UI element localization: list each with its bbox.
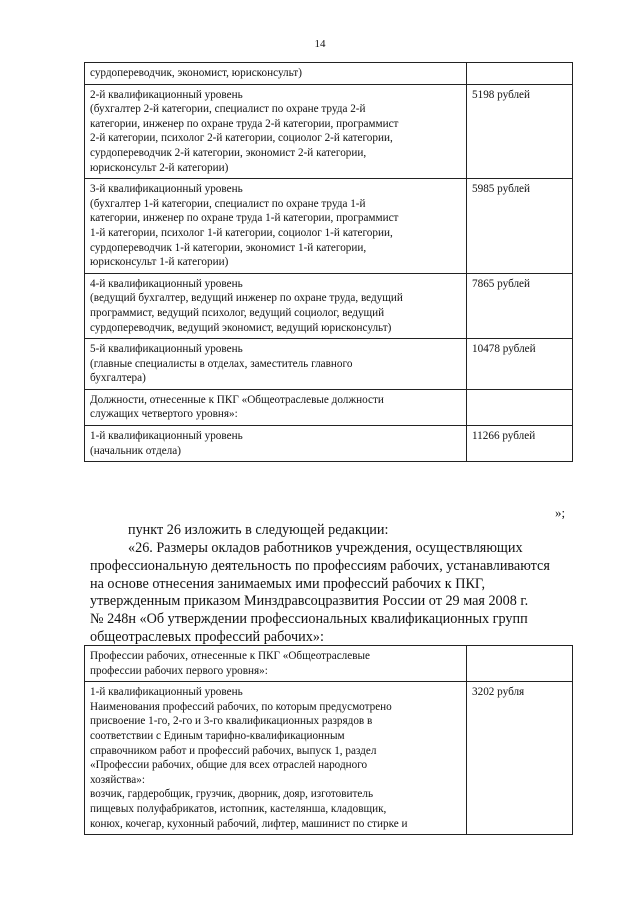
table-row (85, 646, 573, 682)
page-number: 14 (314, 38, 326, 50)
table-row (85, 682, 573, 835)
table-row (85, 84, 573, 179)
table-row (85, 339, 573, 390)
position-text-line: юрисконсульт 1-й категории) (90, 256, 229, 269)
position-text-line: Профессии рабочих, отнесенные к ПКГ «Общеотраслевые (90, 650, 370, 662)
position-text-line: конюх, кочегар, кухонный рабочий, лифтер, машинист по стирке и (90, 817, 408, 830)
position-cell (85, 273, 467, 338)
position-cell (85, 426, 467, 462)
position-cell (85, 63, 467, 85)
position-text-line: 2-й квалификационный уровень (90, 88, 243, 101)
salary-cell: 5985 рублей (467, 179, 573, 274)
position-text-line: сурдопереводчик 2-й категории, экономист 2-й категории, (90, 146, 367, 159)
table-row (85, 389, 573, 425)
position-text-line: 1-й квалификационный уровень (90, 686, 243, 699)
position-text-line: 1-й категории, психолог 1-й категории, социолог 1-й категории, (90, 226, 393, 239)
position-text-line: 2-й категории, психолог 2-й категории, социолог 2-й категории, (90, 132, 393, 145)
position-text-line: 4-й квалификационный уровень (90, 277, 243, 290)
position-text-line: бухгалтера) (90, 372, 146, 385)
position-cell (85, 682, 467, 835)
salary-cell: 7865 рублей (467, 273, 573, 338)
salary-cell (467, 389, 573, 425)
position-text-line: Наименования профессий рабочих, по которым предусмотрено (90, 700, 392, 713)
position-text-line: пищевых полуфабрикатов, истопник, кастелянша, кладовщик, (90, 802, 387, 815)
position-cell (85, 179, 467, 274)
salary-cell: 11266 рублей (467, 426, 573, 462)
position-text-line: (начальник отдела) (90, 444, 181, 457)
closing-quote-mark: »; (555, 505, 566, 520)
position-text-line: профессии рабочих первого уровня»: (90, 664, 268, 677)
table-row (85, 426, 573, 462)
salary-cell (467, 646, 573, 682)
amendment-instruction (90, 522, 580, 540)
position-text-line: 3-й квалификационный уровень (90, 183, 243, 196)
position-text-line: (бухгалтер 1-й категории, специалист по охране труда 1-й (90, 197, 366, 210)
salary-cell: 3202 рубля (467, 682, 573, 835)
paragraph-line: «26. Размеры окладов работников учреждения, осуществляющих (128, 540, 523, 556)
position-text-line: категории, инженер по охране труда 1-й категории, программист (90, 212, 399, 225)
position-cell (85, 646, 467, 682)
paragraph-line: общеотраслевых профессий рабочих»: (90, 628, 324, 645)
salary-table-workers (84, 645, 573, 835)
position-text-line: служащих четвертого уровня»: (90, 408, 238, 421)
position-text-line: (главные специалисты в отделах, заместитель главного (90, 357, 353, 370)
table-row (85, 273, 573, 338)
position-text-line: сурдопереводчик 1-й категории, экономист 1-й категории, (90, 241, 367, 254)
position-text-line: «Профессии рабочих, общие для всех отраслей народного (90, 759, 368, 772)
position-text-line: 1-й квалификационный уровень (90, 430, 243, 443)
position-cell (85, 389, 467, 425)
position-text-line: сурдопереводчик, экономист, юрисконсульт) (90, 67, 302, 79)
position-text-line: 5-й квалификационный уровень (90, 343, 243, 356)
table-row (85, 179, 573, 274)
position-text-line: возчик, гардеробщик, грузчик, дворник, дояр, изготовитель (90, 788, 374, 801)
salary-cell (467, 63, 573, 85)
salary-table-positions (84, 62, 573, 462)
paragraph-line: на основе отнесения занимаемых ими профессий рабочих к ПКГ, (90, 575, 486, 592)
position-text-line: хозяйства»: (90, 773, 145, 786)
position-text-line: сурдопереводчик, ведущий экономист, ведущий юрисконсульт) (90, 321, 392, 334)
salary-cell: 10478 рублей (467, 339, 573, 390)
paragraph-line: № 248н «Об утверждении профессиональных квалификационных групп (90, 611, 528, 628)
paragraph-line: профессиональную деятельность по профессиям рабочих, устанавливаются (90, 557, 550, 574)
position-text-line: присвоение 1-го, 2-го и 3-го квалификационных разрядов в (90, 715, 373, 728)
position-text-line: (бухгалтер 2-й категории, специалист по охране труда 2-й (90, 103, 366, 116)
position-text-line: категории, инженер по охране труда 2-й категории, программист (90, 117, 399, 130)
position-text-line: соответствии с Единым тарифно-квалификационным (90, 729, 345, 742)
position-cell (85, 339, 467, 390)
salary-cell: 5198 рублей (467, 84, 573, 179)
amendment-instruction-text: пункт 26 изложить в следующей редакции: (128, 522, 389, 538)
position-text-line: (ведущий бухгалтер, ведущий инженер по охране труда, ведущий (90, 292, 403, 305)
position-text-line: справочником работ и профессий рабочих, выпуск 1, раздел (90, 744, 377, 757)
position-text-line: юрисконсульт 2-й категории) (90, 161, 229, 174)
position-text-line: Должности, отнесенные к ПКГ «Общеотраслевые должности (90, 393, 384, 406)
position-cell (85, 84, 467, 179)
table-row (85, 63, 573, 85)
position-text-line: программист, ведущий психолог, ведущий социолог, ведущий (90, 306, 385, 319)
paragraph-26 (90, 540, 580, 647)
paragraph-line: утвержденным приказом Минздравсоцразвития России от 29 мая 2008 г. (90, 593, 529, 610)
